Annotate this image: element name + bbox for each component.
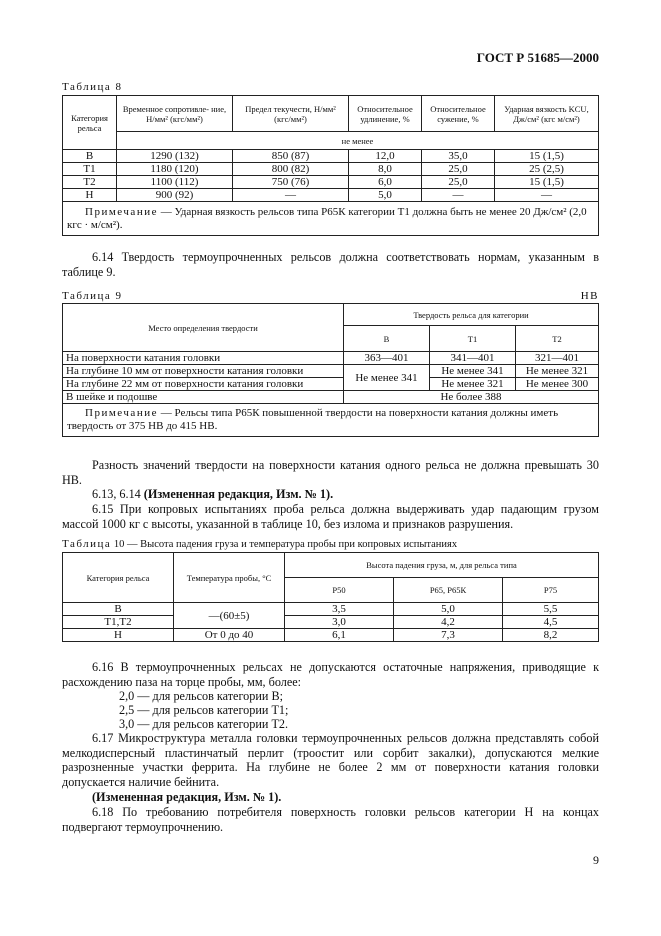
list-item: 3,0 — для рельсов категории Т2. <box>119 717 289 731</box>
table-cell: 3,0 <box>285 616 394 629</box>
table-cell: 8,0 <box>349 163 422 176</box>
table-cell: Т2 <box>63 176 117 189</box>
note-label: Примечание <box>85 205 158 218</box>
table-cell: На поверхности катания головки <box>63 352 344 365</box>
table-header: Р75 <box>503 578 599 603</box>
table-cell: В шейке и подошве <box>63 391 344 404</box>
table-note <box>63 202 599 236</box>
table-9-caption: Таблица 9 <box>62 290 123 302</box>
table-cell: 4,2 <box>394 616 503 629</box>
table-subheader: не менее <box>117 132 599 150</box>
paragraph-6-16: 6.16 В термоупрочненных рельсах не допускаются остаточные напряжения, приводящие к расхождению паза на торце пробы, мм, более: <box>62 660 599 689</box>
table-cell: 6,0 <box>349 176 422 189</box>
table-cell: 35,0 <box>422 150 495 163</box>
paragraph-6-18: 6.18 По требованию потребителя поверхность головки рельсов категории Н на концах подвергают термоупрочнению. <box>62 805 599 834</box>
list-item: 2,5 — для рельсов категории Т1; <box>119 703 289 717</box>
table-cell: Н <box>63 629 174 642</box>
table-cell: Не менее 341 <box>430 365 516 378</box>
table-header: Категория рельса <box>63 96 117 150</box>
table-10 <box>62 552 599 642</box>
note-text: — Ударная вязкость рельсов типа Р65К категории Т1 должна быть не менее 20 Дж/см² (2,0 кгс · м/см²). <box>67 205 587 231</box>
table-cell: 5,0 <box>349 189 422 202</box>
paragraph-6-13-edit <box>92 487 333 502</box>
table-cell: — <box>233 189 349 202</box>
table-cell: 1100 (112) <box>117 176 233 189</box>
table-cell: 850 (87) <box>233 150 349 163</box>
table-header: Временное сопротивле- ние, Н/мм² (кгс/мм²) <box>117 96 233 132</box>
note-text: — Рельсы типа Р65К повышенной твердости на поверхности катания должны иметь твердость от 375 НВ до 415 НВ. <box>67 407 559 432</box>
list-item: 2,0 — для рельсов категории В; <box>119 689 283 703</box>
table-note <box>63 404 599 437</box>
table-cell: — <box>495 189 599 202</box>
table-header: В <box>344 326 430 352</box>
table-header: Температура пробы, °С <box>174 553 285 603</box>
table-header: Т1 <box>430 326 516 352</box>
table-cell: 341—401 <box>430 352 516 365</box>
table-header: Р50 <box>285 578 394 603</box>
table-cell: Не менее 341 <box>344 365 430 391</box>
note-label: Примечание <box>85 407 158 419</box>
table-cell: 7,3 <box>394 629 503 642</box>
table-cell: 363—401 <box>344 352 430 365</box>
table-cell: 12,0 <box>349 150 422 163</box>
table-cell: От 0 до 40 <box>174 629 285 642</box>
table-header: Относительное сужение, % <box>422 96 495 132</box>
table-cell: 900 (92) <box>117 189 233 202</box>
table-header: Твердость рельса для категории <box>344 304 599 326</box>
table-cell: 1180 (120) <box>117 163 233 176</box>
page-number: 9 <box>593 853 599 867</box>
edit-ref: 6.13, 6.14 <box>92 487 144 501</box>
table-cell: 25,0 <box>422 176 495 189</box>
table-cell: В <box>63 150 117 163</box>
table-cell: Не менее 300 <box>516 378 599 391</box>
table-cell: 321—401 <box>516 352 599 365</box>
caption-label: Таблица <box>62 538 112 550</box>
table-header: Т2 <box>516 326 599 352</box>
table-cell: 15 (1,5) <box>495 150 599 163</box>
document-header: ГОСТ Р 51685—2000 <box>476 50 599 65</box>
paragraph-6-17: 6.17 Микроструктура металла головки термоупрочненных рельсов должна представлять собой мелкодисперсный пластинчатый перлит (троостит или сорбит закалки), допускаются мелкие разрозненные участки феррита. На глубине не более 2 мм от поверхности катания головки допускается наличие бейнита. <box>62 731 599 789</box>
table-cell: Не более 388 <box>344 391 599 404</box>
table-8 <box>62 95 599 236</box>
table-cell: Т1 <box>63 163 117 176</box>
table-header: Р65, Р65К <box>394 578 503 603</box>
table-cell: Не менее 321 <box>430 378 516 391</box>
table-cell: — <box>422 189 495 202</box>
table-cell: 6,1 <box>285 629 394 642</box>
table-cell: 5,5 <box>503 603 599 616</box>
table-cell: Не менее 321 <box>516 365 599 378</box>
paragraph-6-14: 6.14 Твердость термоупрочненных рельсов должна соответствовать нормам, указанным в таблице 9. <box>62 250 599 279</box>
table-9-unit: НВ <box>580 290 599 302</box>
table-cell: На глубине 10 мм от поверхности катания головки <box>63 365 344 378</box>
table-cell: 750 (76) <box>233 176 349 189</box>
table-cell: 3,5 <box>285 603 394 616</box>
table-cell: В <box>63 603 174 616</box>
table-cell: 25,0 <box>422 163 495 176</box>
table-8-caption: Таблица 8 <box>62 81 123 93</box>
table-cell: 25 (2,5) <box>495 163 599 176</box>
table-header: Предел текучести, Н/мм² (кгс/мм²) <box>233 96 349 132</box>
paragraph-hardness-diff: Разность значений твердости на поверхности катания одного рельса не должна превышать 30 НВ. <box>62 458 599 487</box>
edit-note: (Измененная редакция, Изм. № 1). <box>143 487 334 501</box>
table-cell: 800 (82) <box>233 163 349 176</box>
paragraph-6-15: 6.15 При копровых испытаниях проба рельса должна выдерживать удар падающим грузом массой 1000 кг с высоты, указанной в таблице 10, без излома и признаков разрушения. <box>62 502 599 531</box>
table-header: Ударная вязкость KCU, Дж/см² (кгс м/см²) <box>495 96 599 132</box>
table-cell: Т1,Т2 <box>63 616 174 629</box>
table-cell: 5,0 <box>394 603 503 616</box>
table-header: Категория рельса <box>63 553 174 603</box>
table-header: Место определения твердости <box>63 304 344 352</box>
table-10-caption <box>62 538 457 550</box>
table-cell: 4,5 <box>503 616 599 629</box>
table-cell: 15 (1,5) <box>495 176 599 189</box>
table-cell: Н <box>63 189 117 202</box>
table-9 <box>62 303 599 437</box>
table-cell: 1290 (132) <box>117 150 233 163</box>
table-cell: На глубине 22 мм от поверхности катания головки <box>63 378 344 391</box>
table-header: Относительное удлинение, % <box>349 96 422 132</box>
table-cell: —(60±5) <box>174 603 285 629</box>
table-header: Высота падения груза, м, для рельса типа <box>285 553 599 578</box>
caption-text: 10 — Высота падения груза и температура пробы при копровых испытаниях <box>111 539 458 550</box>
paragraph-6-17-edit: (Измененная редакция, Изм. № 1). <box>92 790 282 804</box>
table-cell: 8,2 <box>503 629 599 642</box>
